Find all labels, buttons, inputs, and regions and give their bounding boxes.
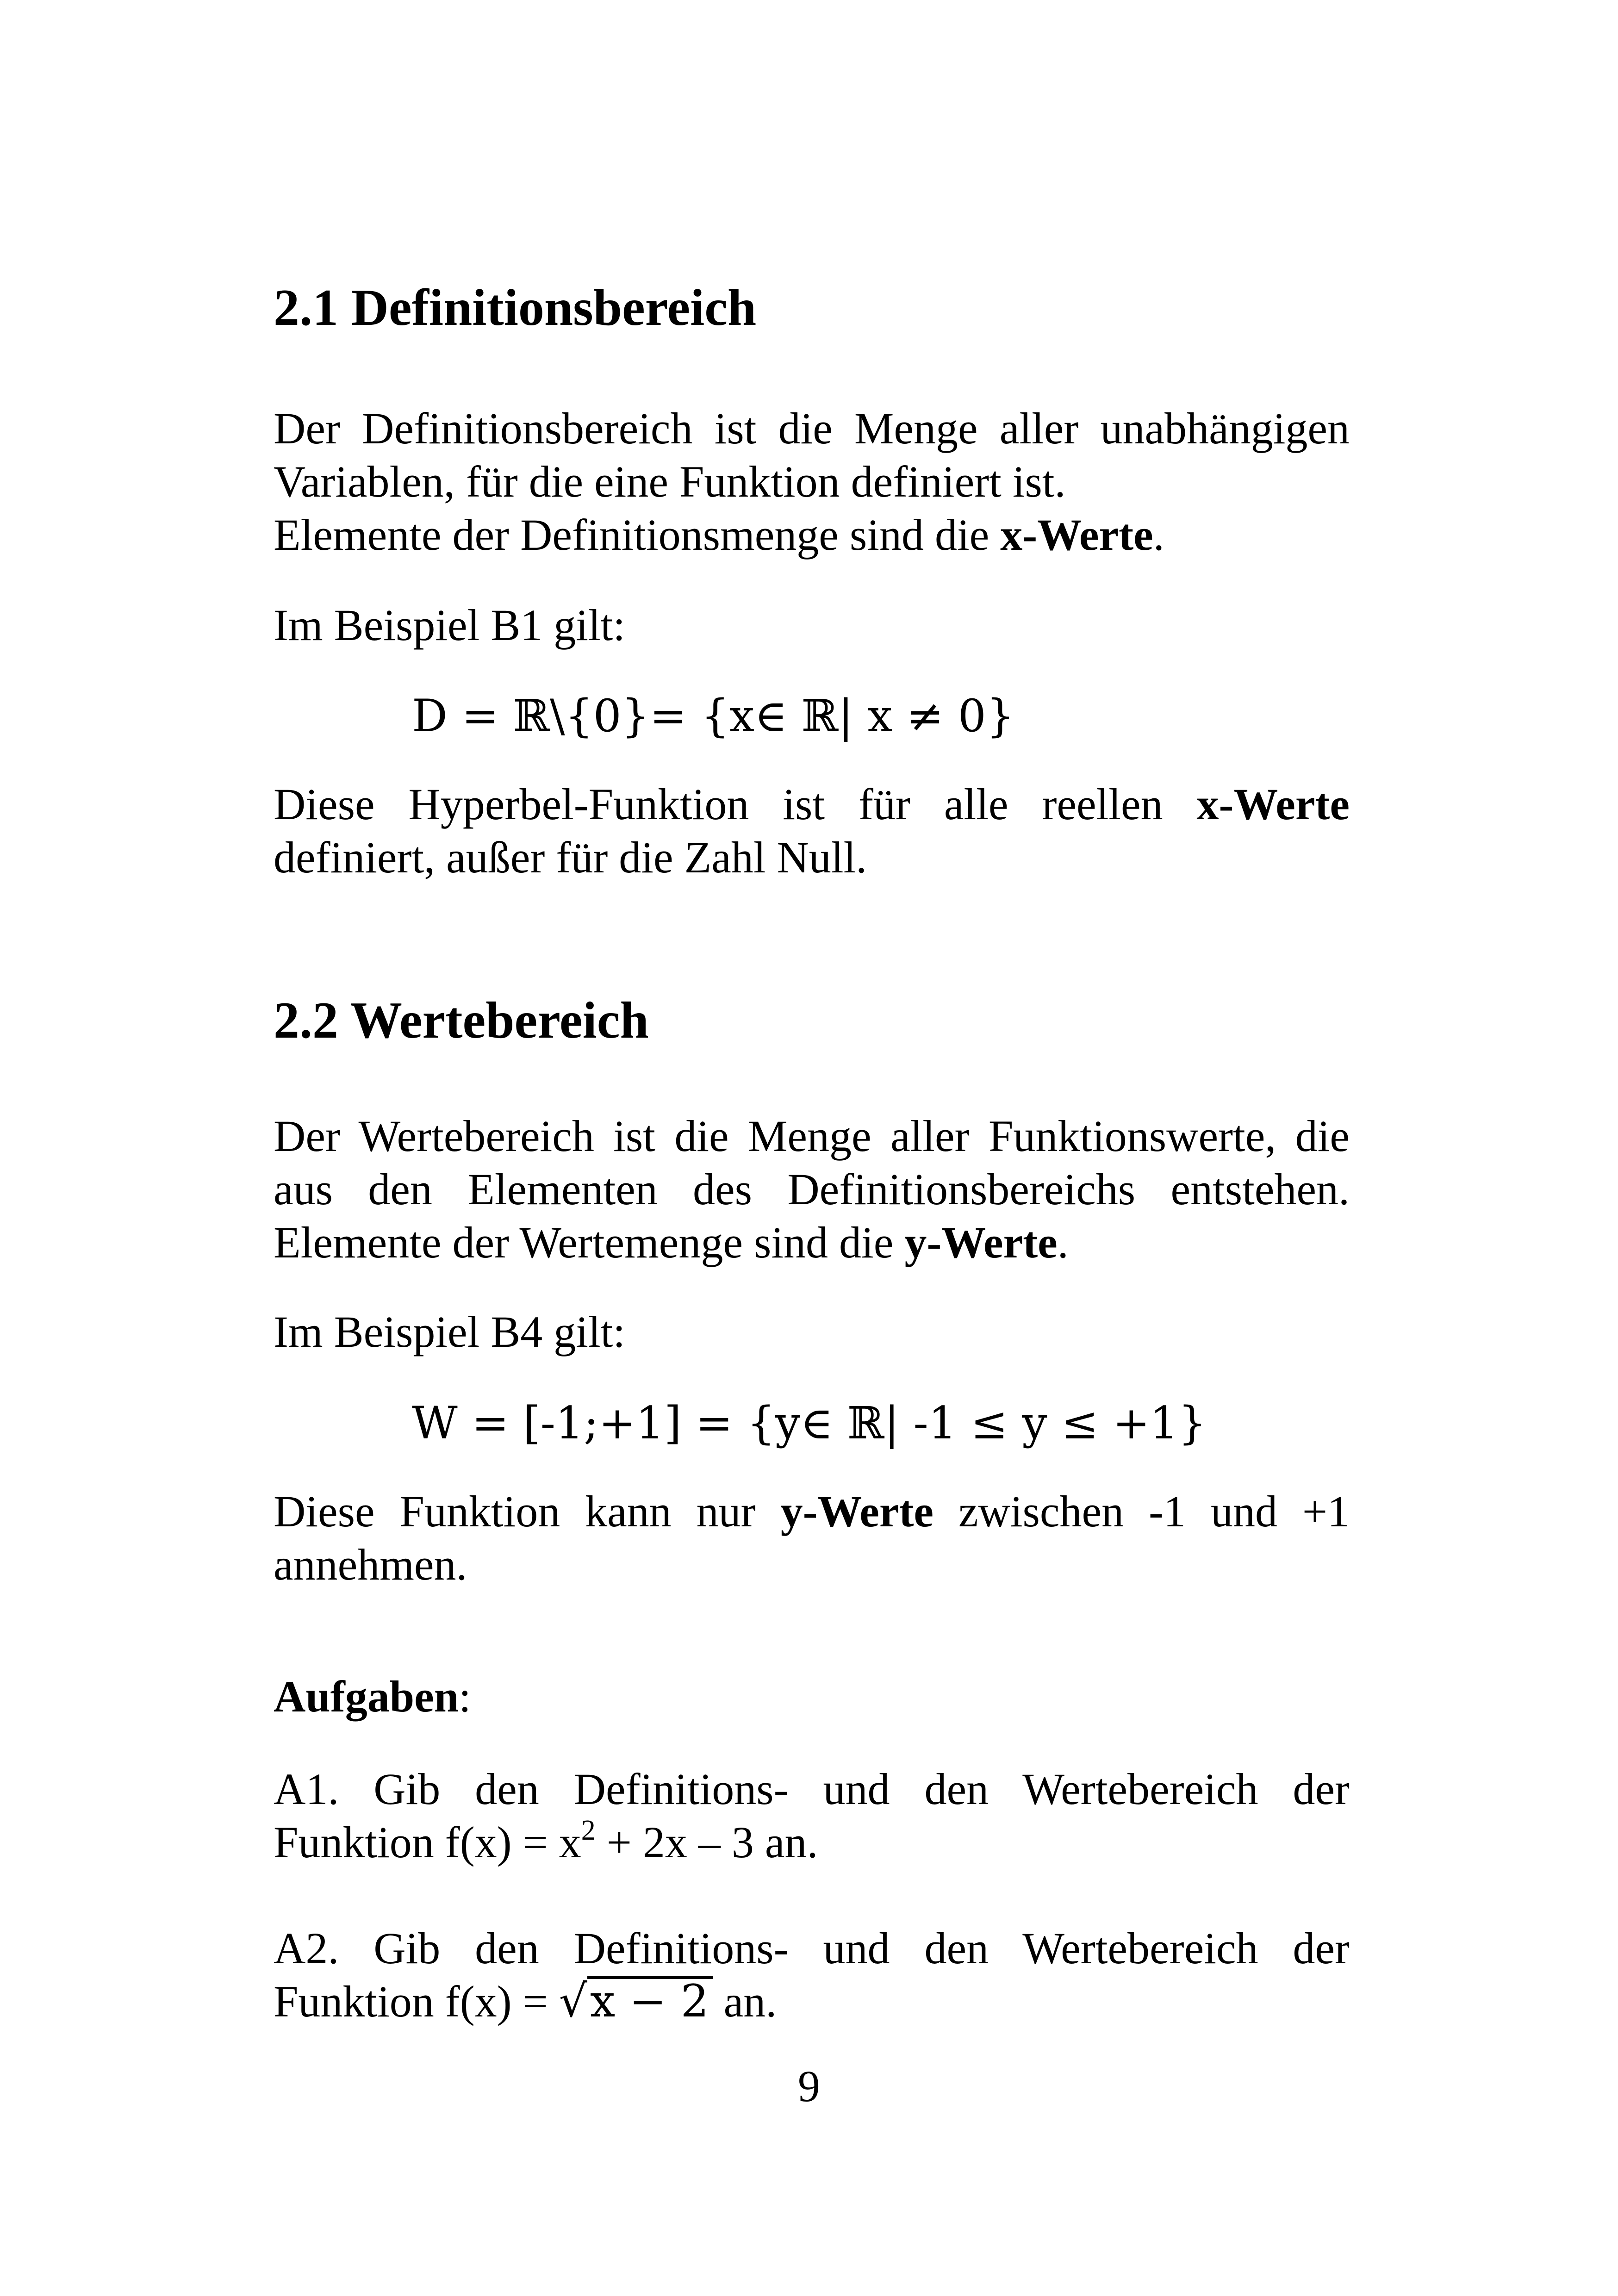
tasks-heading [274, 1670, 1350, 1723]
radical-sign: √ [559, 1975, 587, 2027]
tasks-heading-label: Aufgaben [274, 1672, 459, 1721]
paragraph-line [274, 1216, 1350, 1269]
task-a1 [274, 1762, 1350, 1869]
formula-domain: D = ℝ\{0}= {x∈ ℝ| x ≠ 0} [412, 690, 1014, 742]
bold-term: x-Werte [1000, 510, 1153, 560]
text-run: : [459, 1672, 471, 1721]
paragraph-definition [274, 402, 1350, 561]
paragraph-line [274, 508, 1350, 561]
task-line [274, 1816, 1350, 1869]
example-intro: Im Beispiel B1 gilt: [274, 600, 625, 650]
paragraph-line: Der Definitionsbereich ist die Menge aller unabhängigen [274, 404, 1350, 453]
paragraph-line: annehmen. [274, 1540, 467, 1589]
paragraph-hyperbola [274, 778, 1350, 884]
square-root [559, 1975, 713, 2028]
paragraph-line [274, 778, 1350, 831]
paragraph-line [274, 1485, 1350, 1538]
text-run: . [1057, 1218, 1069, 1267]
paragraph-line: aus den Elementen des Definitionsbereichs entstehen. [274, 1164, 1350, 1214]
page-number: 9 [798, 2061, 820, 2111]
text-run: zwischen -1 und +1 [933, 1487, 1350, 1536]
section-heading-definitionsbereich: 2.1 Definitionsbereich [274, 279, 757, 336]
radicand: x − 2 [587, 1976, 713, 2023]
formula-range: W = [-1;+1] = {y∈ ℝ| -1 ≤ y ≤ +1} [412, 1397, 1207, 1449]
text-run: Diese Hyperbel-Funktion ist für alle reellen [274, 779, 1197, 829]
task-line: A2. Gib den Definitions- und den Wertebereich der [274, 1923, 1350, 1973]
text-run: Elemente der Wertemenge sind die [274, 1218, 905, 1267]
text-run: Funktion f(x) = [274, 1977, 559, 2026]
task-line [274, 1975, 1350, 2028]
paragraph-range-example [274, 1485, 1350, 1591]
text-run: an. [712, 1977, 777, 2026]
text-run: Elemente der Definitionsmenge sind die [274, 510, 1001, 560]
bold-term: y-Werte [904, 1218, 1058, 1267]
paragraph-line: Variablen, für die eine Funktion definiert ist. [274, 457, 1066, 506]
bold-term: y-Werte [780, 1487, 934, 1536]
paragraph-range-definition [274, 1109, 1350, 1269]
section-heading-wertebereich: 2.2 Wertebereich [274, 992, 649, 1049]
paragraph-line: Der Wertebereich ist die Menge aller Funktionswerte, die [274, 1111, 1350, 1161]
task-a2 [274, 1922, 1350, 2028]
bold-term: x-Werte [1196, 779, 1350, 829]
paragraph-line: definiert, außer für die Zahl Null. [274, 833, 867, 882]
exponent: 2 [581, 1815, 596, 1846]
text-run: Diese Funktion kann nur [274, 1487, 781, 1536]
text-run: . [1153, 510, 1164, 560]
task-line: A1. Gib den Definitions- und den Wertebereich der [274, 1764, 1350, 1814]
text-run: + 2x – 3 an. [595, 1817, 818, 1867]
text-run: Funktion f(x) = x [274, 1817, 581, 1867]
example-intro: Im Beispiel B4 gilt: [274, 1307, 625, 1356]
